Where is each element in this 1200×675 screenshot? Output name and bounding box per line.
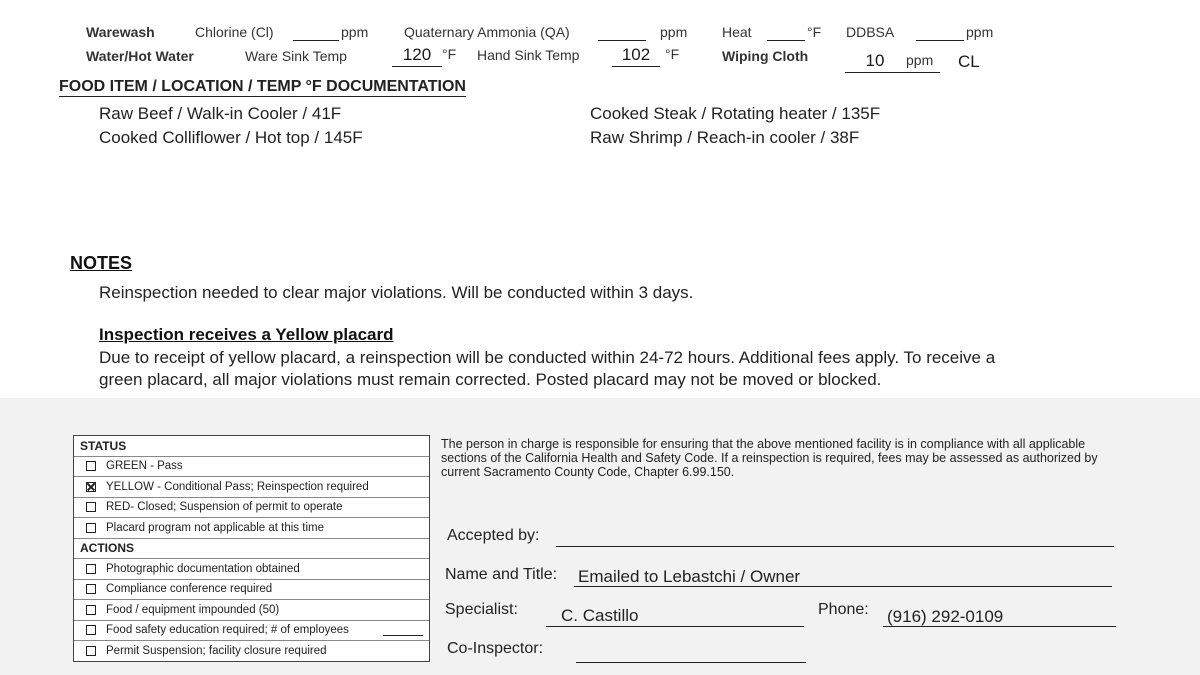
name-title-value: Emailed to Lebastchi / Owner <box>578 567 801 586</box>
checkbox-red[interactable] <box>86 502 96 512</box>
checkbox-compliance[interactable] <box>86 584 96 594</box>
status-row-yellow[interactable] <box>74 477 429 498</box>
heat-label: Heat <box>722 24 752 40</box>
checkbox-not-applicable[interactable] <box>86 523 96 533</box>
ware-sink-unit: °F <box>442 46 457 62</box>
status-actions-table <box>73 435 430 662</box>
action-photo-label: Photographic documentation obtained <box>106 562 300 575</box>
checkbox-yellow-checked[interactable] <box>86 482 96 492</box>
action-suspension-label: Permit Suspension; facility closure required <box>106 644 327 657</box>
action-row-photo[interactable] <box>74 559 429 580</box>
wiping-cloth-chem: CL <box>958 52 980 71</box>
ddbsa-label: DDBSA <box>846 24 895 40</box>
co-inspector-label: Co-Inspector: <box>447 640 544 657</box>
co-inspector-line[interactable] <box>576 662 806 663</box>
hand-sink-value: 102 <box>621 45 651 64</box>
hand-sink-label: Hand Sink Temp <box>477 47 580 63</box>
wiping-cloth-blank <box>845 72 940 73</box>
chlorine-unit: ppm <box>341 24 369 40</box>
food-item-raw-beef: Raw Beef / Walk-in Cooler / 41F <box>99 104 342 123</box>
food-item-cooked-colliflower: Cooked Colliflower / Hot top / 145F <box>99 128 363 147</box>
ware-sink-label: Ware Sink Temp <box>245 48 347 64</box>
status-row-red[interactable] <box>74 498 429 519</box>
phone-value: (916) 292-0109 <box>887 607 1004 626</box>
ware-sink-value: 120 <box>402 45 432 64</box>
action-row-impound[interactable] <box>74 600 429 621</box>
qa-label: Quaternary Ammonia (QA) <box>404 24 570 40</box>
name-title-line[interactable] <box>574 586 1112 587</box>
accepted-by-line[interactable] <box>556 546 1114 547</box>
checkbox-suspension[interactable] <box>86 646 96 656</box>
status-green-label: GREEN - Pass <box>106 460 183 473</box>
employees-blank[interactable] <box>383 635 423 636</box>
status-not-applicable-label: Placard program not applicable at this time <box>106 521 324 534</box>
notes-text: Reinspection needed to clear major violations. Will be conducted within 3 days. <box>99 283 694 302</box>
specialist-label: Specialist: <box>445 601 518 618</box>
wiping-cloth-value: 10 <box>865 51 885 70</box>
food-doc-heading: FOOD ITEM / LOCATION / TEMP °F DOCUMENTATION <box>59 78 466 95</box>
specialist-line[interactable] <box>546 626 804 627</box>
warewash-label: Warewash <box>86 24 155 40</box>
status-row-not-applicable[interactable] <box>74 518 429 539</box>
hand-sink-blank <box>612 66 660 67</box>
qa-blank[interactable] <box>598 40 646 41</box>
action-row-education[interactable] <box>74 621 429 642</box>
placard-heading: Inspection receives a Yellow placard <box>99 325 394 344</box>
checkbox-green[interactable] <box>86 461 96 471</box>
heat-unit: °F <box>807 24 822 40</box>
placard-text-line1: Due to receipt of yellow placard, a reinspection will be conducted within 24-72 hours. Additional fees apply. To receive a <box>99 348 996 367</box>
action-compliance-label: Compliance conference required <box>106 583 273 596</box>
specialist-value: C. Castillo <box>561 606 639 625</box>
name-title-label: Name and Title: <box>445 566 558 583</box>
checkbox-photo[interactable] <box>86 564 96 574</box>
compliance-disclaimer: The person in charge is responsible for ensuring that the above mentioned facility is in compliance with all applicable sections of the California Health and Safety Code. If a reinspection is required, fees may be assessed as authorized by current Sacramento County Code, Chapter 6.99.150. <box>441 437 1098 479</box>
chlorine-blank[interactable] <box>293 40 339 41</box>
water-hot-label: Water/Hot Water <box>86 48 194 64</box>
notes-heading: NOTES <box>70 253 133 273</box>
ddbsa-unit: ppm <box>966 24 994 40</box>
action-education-label: Food safety education required; # of employees <box>106 624 349 637</box>
wiping-cloth-label: Wiping Cloth <box>722 48 809 64</box>
action-row-compliance[interactable] <box>74 580 429 601</box>
status-yellow-label: YELLOW - Conditional Pass; Reinspection required <box>106 480 369 493</box>
action-row-suspension[interactable] <box>74 641 429 661</box>
qa-unit: ppm <box>660 24 688 40</box>
food-item-cooked-steak: Cooked Steak / Rotating heater / 135F <box>590 104 881 123</box>
ware-sink-blank <box>392 66 442 67</box>
ddbsa-blank[interactable] <box>916 40 964 41</box>
food-item-raw-shrimp: Raw Shrimp / Reach-in cooler / 38F <box>590 128 860 147</box>
chlorine-label: Chlorine (Cl) <box>195 24 274 40</box>
hand-sink-unit: °F <box>665 46 680 62</box>
phone-label: Phone: <box>818 601 869 618</box>
action-impound-label: Food / equipment impounded (50) <box>106 603 280 616</box>
phone-line[interactable] <box>883 626 1116 627</box>
status-heading: STATUS <box>74 436 429 457</box>
actions-heading: ACTIONS <box>74 539 429 560</box>
status-row-green[interactable] <box>74 457 429 478</box>
wiping-cloth-unit: ppm <box>906 52 934 68</box>
checkbox-education[interactable] <box>86 625 96 635</box>
checkbox-impound[interactable] <box>86 605 96 615</box>
heat-blank[interactable] <box>767 40 805 41</box>
status-red-label: RED- Closed; Suspension of permit to operate <box>106 501 343 514</box>
placard-text-line2: green placard, all major violations must remain corrected. Posted placard may not be moved or blocked. <box>99 370 882 389</box>
accepted-by-label: Accepted by: <box>447 527 540 544</box>
